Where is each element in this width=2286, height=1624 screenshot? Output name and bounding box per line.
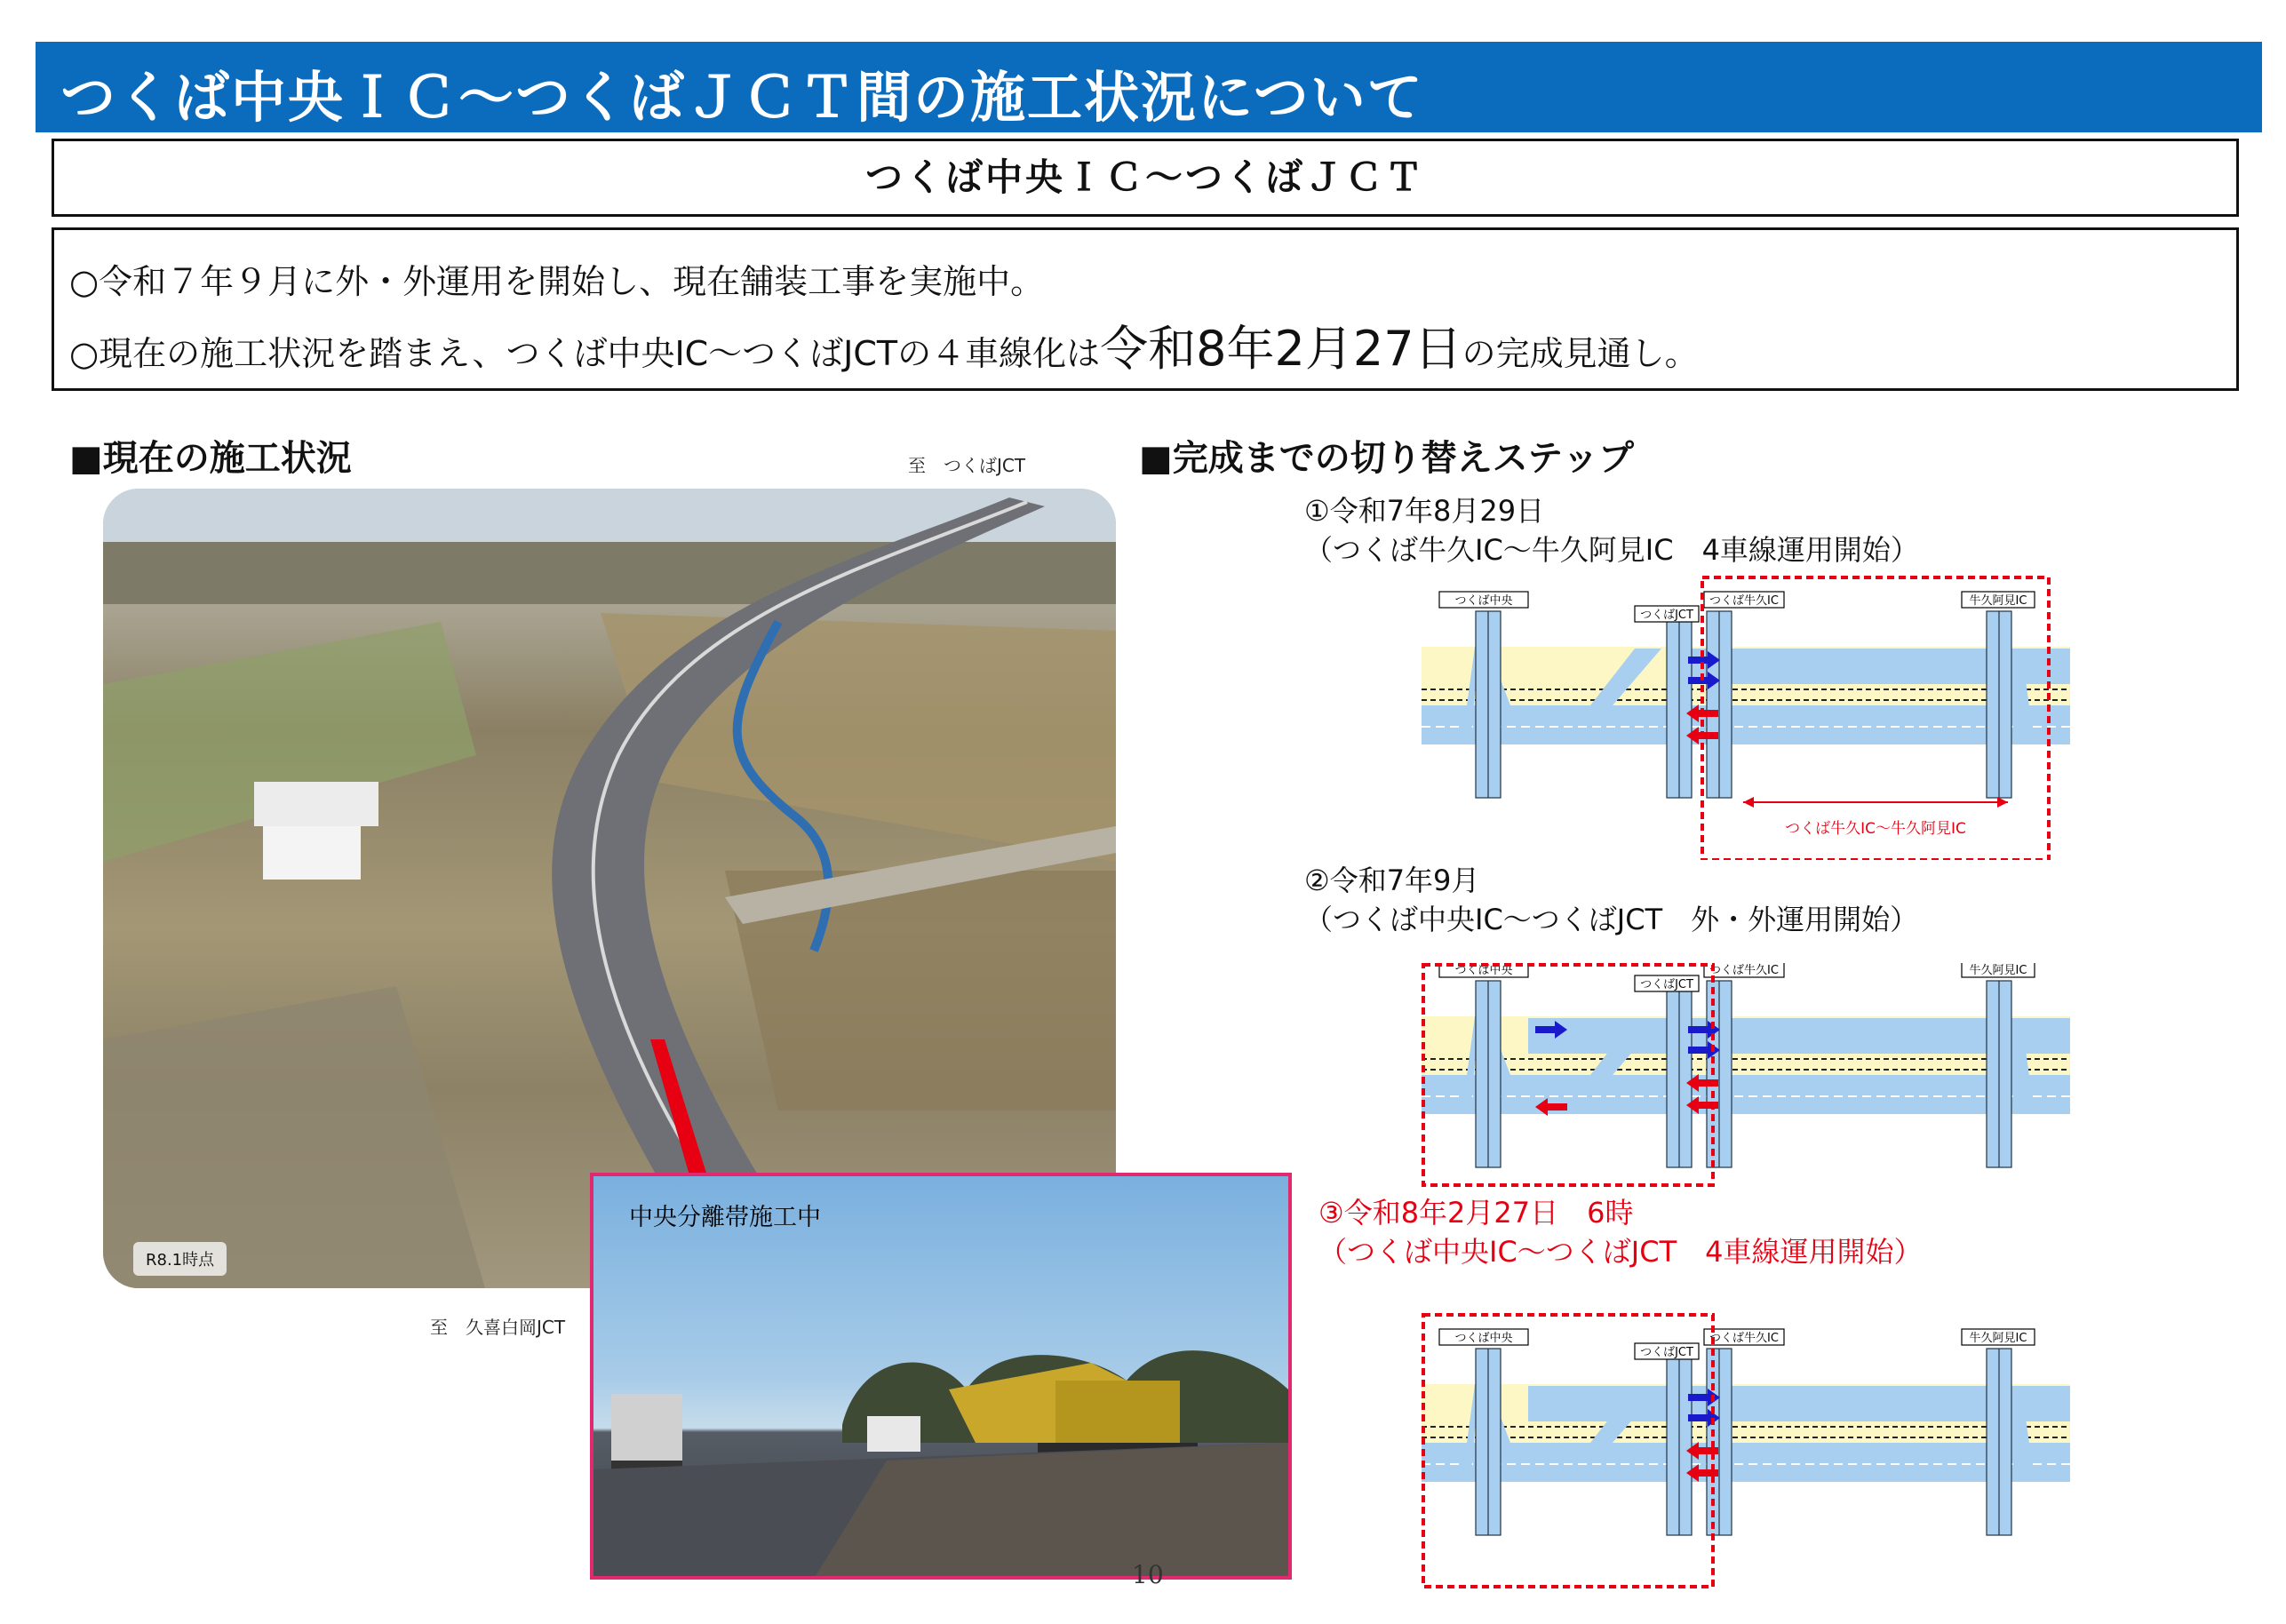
step-2-diagram: [1422, 963, 2070, 1187]
step-3-title: ③令和8年2月27日 6時: [1318, 1196, 1634, 1230]
step-2-subtitle: （つくば中央IC～つくばJCT 外・外運用開始）: [1304, 903, 1919, 936]
pointer-graphic: [103, 489, 1116, 1288]
step-1-title: ①令和7年8月29日: [1304, 494, 1545, 528]
steps-heading: ■完成までの切り替えステップ: [1139, 438, 1634, 479]
step-1-diagram: [1422, 576, 2070, 860]
summary-line-2-post: の完成見通し。: [1462, 334, 1699, 373]
label-tsukuba-ushiku: つくば牛久IC: [1709, 594, 1779, 608]
step-2-title: ②令和7年9月: [1304, 864, 1480, 897]
subtitle: つくば中央ＩＣ～つくばＪＣＴ: [864, 155, 1425, 199]
photo-date-note: R8.1時点: [133, 1242, 227, 1276]
current-status-heading: ■現在の施工状況: [69, 438, 352, 479]
summary-line-2-pre: ○現在の施工状況を踏まえ、つくば中央IC～つくばJCTの４車線化は: [69, 334, 1101, 373]
summary-line-2: [69, 311, 1699, 379]
label-ushiku-ami: 牛久阿見IC: [1969, 1332, 2027, 1345]
label-tsukuba-chuo: つくば中央: [1454, 964, 1513, 977]
construction-photo-illustration: [593, 1176, 1288, 1576]
label-tsukuba-ushiku: つくば牛久IC: [1709, 1332, 1779, 1345]
aerial-photo: [103, 489, 1116, 1288]
inset-caption: 中央分離帯施工中: [629, 1204, 821, 1231]
completion-date: 令和8年2月27日: [1100, 321, 1462, 377]
label-tsukuba-ushiku: つくば牛久IC: [1709, 964, 1779, 977]
subtitle-box: [52, 139, 2239, 217]
label-ushiku-ami: 牛久阿見IC: [1969, 594, 2027, 608]
label-tsukuba-jct: つくばJCT: [1640, 1346, 1693, 1359]
label-tsukuba-chuo: つくば中央: [1454, 594, 1513, 608]
label-tsukuba-jct: つくばJCT: [1640, 609, 1693, 622]
step-3-diagram: [1422, 1313, 2070, 1588]
step-1-subtitle: （つくば牛久IC～牛久阿見IC 4車線運用開始）: [1304, 533, 1919, 567]
label-ushiku-ami: 牛久阿見IC: [1969, 964, 2027, 977]
summary-line-1: ○令和７年９月に外・外運用を開始し、現在舗装工事を実施中。: [69, 262, 1045, 301]
span-label: つくば牛久IC～牛久阿見IC: [1785, 820, 1966, 838]
label-tsukuba-chuo: つくば中央: [1454, 1332, 1513, 1345]
direction-label-top: 至 つくばJCT: [908, 455, 1026, 476]
median-construction-photo: [590, 1173, 1292, 1580]
page-title: つくば中央ＩＣ～つくばＪＣＴ間の施工状況について: [60, 65, 1424, 130]
step-3-subtitle: （つくば中央IC～つくばJCT 4車線運用開始）: [1318, 1235, 1923, 1269]
page-number: 10: [1132, 1560, 1164, 1589]
label-tsukuba-jct: つくばJCT: [1640, 978, 1693, 991]
direction-label-bottom: 至 久喜白岡JCT: [430, 1317, 566, 1338]
